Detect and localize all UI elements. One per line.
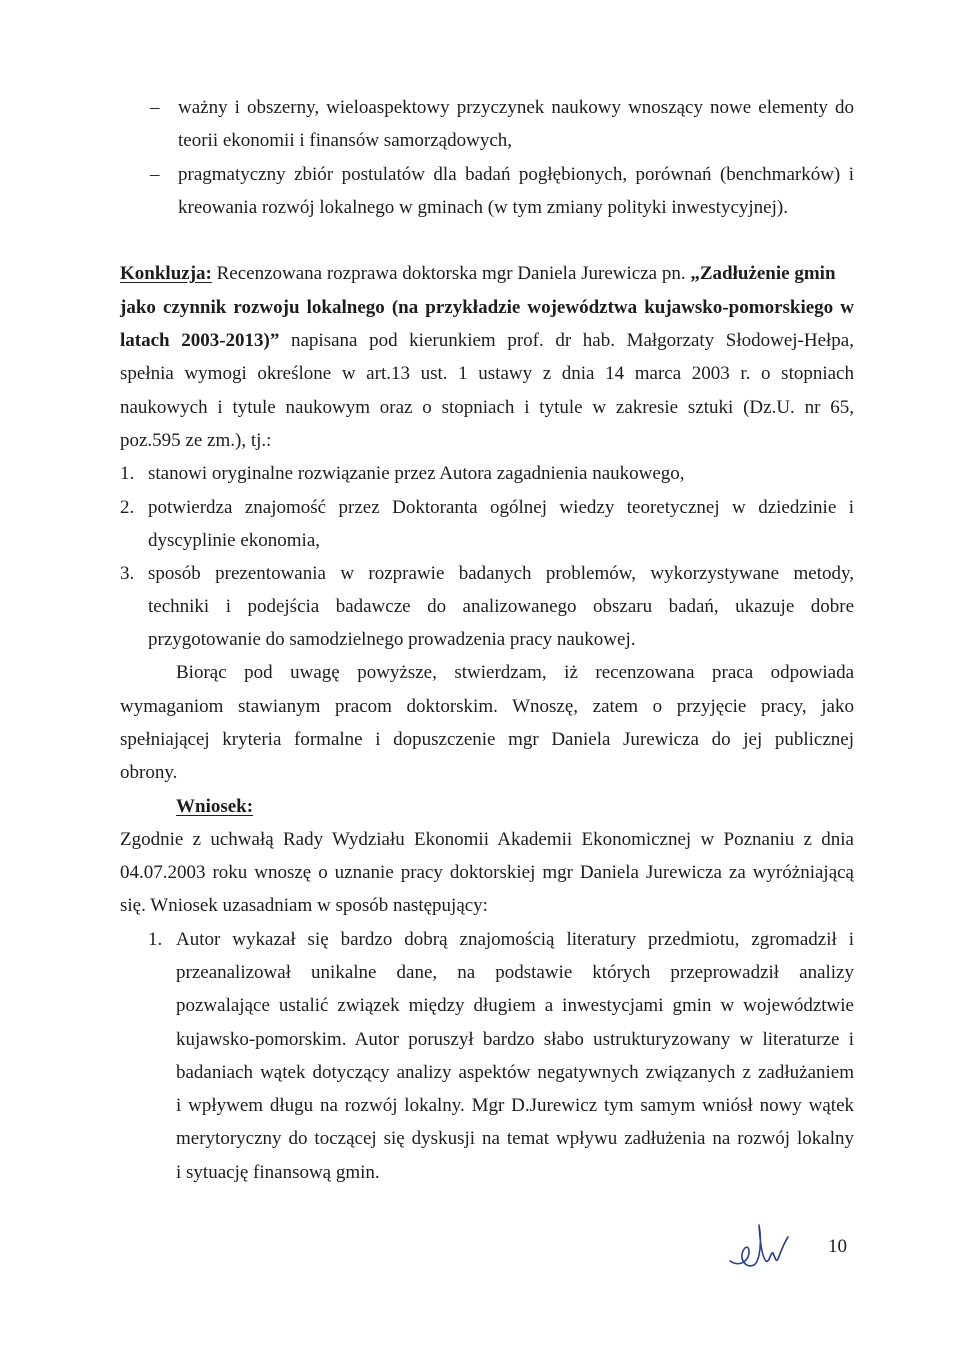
criteria-number: 3.	[120, 563, 135, 584]
reason-1-line-3: pozwalające ustalić związek między długiem a inwestycjami gmin w województwie	[176, 995, 854, 1016]
criteria-2-line-2: dyscyplinie ekonomia,	[148, 530, 321, 551]
criteria-number: 2.	[120, 497, 135, 518]
reason-1-line-1: Autor wykazał się bardzo dobrą znajomością literatury przedmiotu, zgromadził i	[176, 929, 854, 950]
summary-line-4: obrony.	[120, 762, 178, 783]
conclusion-line-6: poz.595 ze zm.), tj.:	[120, 430, 272, 451]
conclusion-line-4: spełnia wymogi określone w art.13 ust. 1 ustawy z dnia 14 marca 2003 r. o stopniach	[120, 363, 854, 384]
motion-line-2: 04.07.2003 roku wnoszę o uznanie pracy doktorskiej mgr Daniela Jurewicza za wyróżniającą	[120, 862, 854, 883]
conclusion-line-3-text: napisana pod kierunkiem prof. dr hab. Małgorzaty Słodowej-Hełpa,	[279, 330, 854, 351]
criteria-3-line-2: techniki i podejścia badawcze do analizowanego obszaru badań, ukazuje dobre	[148, 596, 854, 617]
criteria-number: 1.	[120, 463, 135, 484]
bullet-1-line-1: ważny i obszerny, wieloaspektowy przyczynek naukowy wnoszący nowe elementy do	[178, 97, 854, 118]
conclusion-line-3	[120, 330, 854, 352]
reason-1-line-4: kujawsko-pomorskim. Autor poruszył bardzo słabo ustrukturyzowany w literaturze i	[176, 1029, 854, 1050]
reason-1-line-7: merytoryczny do toczącej się dyskusji na temat wpływu zadłużenia na rozwój lokalny	[176, 1128, 854, 1149]
bullet-marker: –	[150, 97, 160, 118]
criteria-2-line-1: potwierdza znajomość przez Doktoranta ogólnej wiedzy teoretycznej w dziedzinie i	[148, 497, 854, 518]
dissertation-title-start: „Zadłużenie gmin	[690, 263, 836, 284]
bullet-1-line-2: teorii ekonomii i finansów samorządowych,	[178, 130, 513, 151]
criteria-3-line-1: sposób prezentowania w rozprawie badanych problemów, wykorzystywane metody,	[148, 563, 854, 584]
reason-1-line-2: przeanalizował unikalne dane, na podstawie których przeprowadził analizy	[176, 962, 854, 983]
signature-initials	[726, 1221, 790, 1279]
summary-line-1: Biorąc pod uwagę powyższe, stwierdzam, iż recenzowana praca odpowiada	[176, 662, 854, 683]
criteria-1-line-1: stanowi oryginalne rozwiązanie przez Autora zagadnienia naukowego,	[148, 463, 685, 484]
motion-line-3: się. Wniosek uzasadniam w sposób następujący:	[120, 895, 488, 916]
motion-heading: Wniosek:	[176, 796, 254, 817]
reason-1-line-8: i sytuację finansową gmin.	[176, 1162, 380, 1183]
conclusion-line-1	[120, 263, 836, 285]
reason-number: 1.	[148, 929, 163, 950]
dissertation-title-end: latach 2003-2013)”	[120, 330, 280, 351]
bullet-2-line-1: pragmatyczny zbiór postulatów dla badań pogłębionych, porównań (benchmarków) i	[178, 164, 854, 185]
conclusion-heading: Konkluzja:	[120, 263, 212, 284]
summary-line-2: wymaganiom stawianym pracom doktorskim. Wnoszę, zatem o przyjęcie pracy, jako	[120, 696, 854, 717]
criteria-3-line-3: przygotowanie do samodzielnego prowadzenia pracy naukowej.	[148, 629, 636, 650]
motion-line-1: Zgodnie z uchwałą Rady Wydziału Ekonomii Akademii Ekonomicznej w Poznaniu z dnia	[120, 829, 854, 850]
bullet-2-line-2: kreowania rozwój lokalnego w gminach (w tym zmiany polityki inwestycyjnej).	[178, 197, 788, 218]
page-number: 10	[828, 1236, 847, 1257]
reason-1-line-5: badaniach wątek dotyczący analizy aspektów negatywnych związanych z zadłużaniem	[176, 1062, 854, 1083]
bullet-marker: –	[150, 164, 160, 185]
dissertation-title-line-2: jako czynnik rozwoju lokalnego (na przykładzie województwa kujawsko-pomorskiego w	[120, 297, 854, 318]
summary-line-3: spełniającej kryteria formalne i dopuszczenie mgr Daniela Jurewicza do jej publicznej	[120, 729, 854, 750]
conclusion-line-5: naukowych i tytule naukowym oraz o stopniach i tytule w zakresie sztuki (Dz.U. nr 65,	[120, 397, 854, 418]
reason-1-line-6: i wpływem długu na rozwój lokalny. Mgr D.Jurewicz tym samym wniósł nowy wątek	[176, 1095, 854, 1116]
conclusion-line-1-text: Recenzowana rozprawa doktorska mgr Daniela Jurewicza pn.	[211, 263, 691, 284]
